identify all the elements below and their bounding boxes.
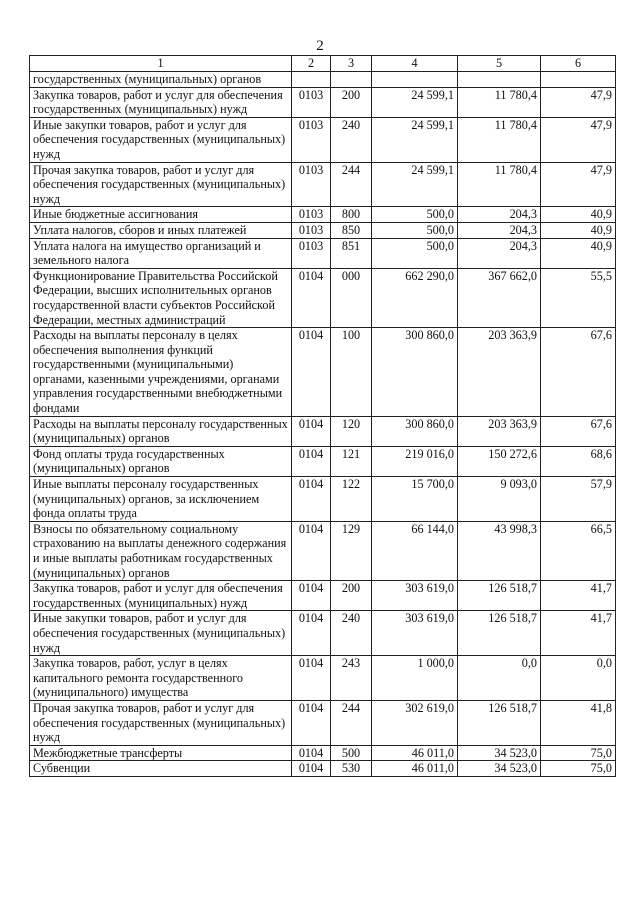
expense-name-cell: Иные закупки товаров, работ и услуг для обеспечения государственных (муниципальных) нужд [30, 117, 292, 162]
expense-name-cell: Прочая закупка товаров, работ и услуг для обеспечения государственных (муниципальных) нужд [30, 162, 292, 207]
plan-amount-cell: 24 599,1 [372, 117, 458, 162]
execution-percent-cell: 66,5 [541, 521, 616, 580]
expense-kind-cell: 244 [331, 700, 372, 745]
table-row [30, 162, 616, 207]
execution-percent-cell: 57,9 [541, 477, 616, 522]
table-row [30, 268, 616, 327]
table-row [30, 700, 616, 745]
expense-kind-cell: 240 [331, 117, 372, 162]
actual-amount-cell: 126 518,7 [458, 700, 541, 745]
expense-kind-cell: 000 [331, 268, 372, 327]
section-code-cell: 0104 [292, 268, 331, 327]
expense-name-cell: Фонд оплаты труда государственных (муниципальных) органов [30, 446, 292, 476]
table-row [30, 581, 616, 611]
section-code-cell: 0104 [292, 656, 331, 701]
expense-name-cell: Иные выплаты персоналу государственных (муниципальных) органов, за исключением фонда оплаты труда [30, 477, 292, 522]
expense-kind-cell: 243 [331, 656, 372, 701]
expense-kind-cell: 851 [331, 238, 372, 268]
table-row [30, 117, 616, 162]
table-body [30, 72, 616, 777]
expense-name-cell: Закупка товаров, работ и услуг для обеспечения государственных (муниципальных) нужд [30, 581, 292, 611]
section-code-cell: 0104 [292, 477, 331, 522]
table-row [30, 521, 616, 580]
expense-name-cell: Иные бюджетные ассигнования [30, 207, 292, 223]
header-row [30, 56, 616, 72]
execution-percent-cell: 41,7 [541, 581, 616, 611]
expense-kind-cell: 120 [331, 416, 372, 446]
plan-amount-cell: 303 619,0 [372, 581, 458, 611]
table-row [30, 477, 616, 522]
section-code-cell: 0103 [292, 207, 331, 223]
section-code-cell: 0104 [292, 581, 331, 611]
section-code-cell: 0103 [292, 87, 331, 117]
actual-amount-cell: 11 780,4 [458, 117, 541, 162]
actual-amount-cell: 126 518,7 [458, 611, 541, 656]
execution-percent-cell: 68,6 [541, 446, 616, 476]
expense-kind-cell: 800 [331, 207, 372, 223]
plan-amount-cell: 46 011,0 [372, 761, 458, 777]
table-row [30, 761, 616, 777]
actual-amount-cell: 34 523,0 [458, 761, 541, 777]
expense-name-cell: Функционирование Правительства Российской Федерации, высших исполнительных органов государственной власти субъектов Российской Федерации, местных администраций [30, 268, 292, 327]
actual-amount-cell: 34 523,0 [458, 745, 541, 761]
table-row [30, 238, 616, 268]
expense-name-cell: Расходы на выплаты персоналу в целях обеспечения выполнения функций государственными (муниципальными) органами, казенными учреждениями, органами управления государственными внебюджетными фондами [30, 328, 292, 417]
table-row [30, 656, 616, 701]
plan-amount-cell: 24 599,1 [372, 162, 458, 207]
actual-amount-cell: 9 093,0 [458, 477, 541, 522]
expense-name-cell: Взносы по обязательному социальному страхованию на выплаты денежного содержания и иные выплаты работникам государственных (муниципальных) органов [30, 521, 292, 580]
expense-kind-cell: 200 [331, 581, 372, 611]
section-code-cell: 0103 [292, 162, 331, 207]
actual-amount-cell: 367 662,0 [458, 268, 541, 327]
execution-percent-cell: 47,9 [541, 162, 616, 207]
column-header: 2 [292, 56, 331, 72]
table-row [30, 72, 616, 88]
plan-amount-cell: 500,0 [372, 238, 458, 268]
actual-amount-cell [458, 72, 541, 88]
expense-kind-cell: 200 [331, 87, 372, 117]
section-code-cell: 0104 [292, 446, 331, 476]
execution-percent-cell: 40,9 [541, 238, 616, 268]
expense-name-cell: Закупка товаров, работ и услуг для обеспечения государственных (муниципальных) нужд [30, 87, 292, 117]
plan-amount-cell: 219 016,0 [372, 446, 458, 476]
table-row [30, 611, 616, 656]
expense-name-cell: Уплата налогов, сборов и иных платежей [30, 222, 292, 238]
table-row [30, 446, 616, 476]
execution-percent-cell: 41,7 [541, 611, 616, 656]
table-row [30, 328, 616, 417]
expense-kind-cell: 240 [331, 611, 372, 656]
expense-name-cell: Закупка товаров, работ, услуг в целях капитального ремонта государственного (муниципального) имущества [30, 656, 292, 701]
section-code-cell: 0104 [292, 328, 331, 417]
plan-amount-cell: 1 000,0 [372, 656, 458, 701]
execution-percent-cell: 67,6 [541, 328, 616, 417]
expense-kind-cell: 850 [331, 222, 372, 238]
actual-amount-cell: 150 272,6 [458, 446, 541, 476]
execution-percent-cell: 75,0 [541, 761, 616, 777]
actual-amount-cell: 203 363,9 [458, 416, 541, 446]
section-code-cell: 0104 [292, 700, 331, 745]
plan-amount-cell: 300 860,0 [372, 416, 458, 446]
plan-amount-cell: 15 700,0 [372, 477, 458, 522]
execution-percent-cell: 0,0 [541, 656, 616, 701]
section-code-cell: 0104 [292, 745, 331, 761]
page-number: 2 [316, 38, 324, 54]
expense-name-cell: Субвенции [30, 761, 292, 777]
expense-kind-cell: 530 [331, 761, 372, 777]
execution-percent-cell: 55,5 [541, 268, 616, 327]
execution-percent-cell: 40,9 [541, 222, 616, 238]
section-code-cell: 0103 [292, 117, 331, 162]
execution-percent-cell: 75,0 [541, 745, 616, 761]
expense-kind-cell: 121 [331, 446, 372, 476]
plan-amount-cell [372, 72, 458, 88]
table-row [30, 416, 616, 446]
actual-amount-cell: 43 998,3 [458, 521, 541, 580]
section-code-cell: 0104 [292, 761, 331, 777]
execution-percent-cell: 47,9 [541, 87, 616, 117]
execution-percent-cell [541, 72, 616, 88]
column-header: 3 [331, 56, 372, 72]
section-code-cell [292, 72, 331, 88]
expense-kind-cell: 244 [331, 162, 372, 207]
plan-amount-cell: 662 290,0 [372, 268, 458, 327]
expense-name-cell: государственных (муниципальных) органов [30, 72, 292, 88]
table-row [30, 745, 616, 761]
section-code-cell: 0104 [292, 521, 331, 580]
execution-percent-cell: 41,8 [541, 700, 616, 745]
section-code-cell: 0103 [292, 222, 331, 238]
expense-name-cell: Прочая закупка товаров, работ и услуг для обеспечения государственных (муниципальных) нужд [30, 700, 292, 745]
execution-percent-cell: 67,6 [541, 416, 616, 446]
plan-amount-cell: 500,0 [372, 207, 458, 223]
actual-amount-cell: 203 363,9 [458, 328, 541, 417]
expense-name-cell: Межбюджетные трансферты [30, 745, 292, 761]
column-header: 4 [372, 56, 458, 72]
plan-amount-cell: 303 619,0 [372, 611, 458, 656]
actual-amount-cell: 204,3 [458, 222, 541, 238]
section-code-cell: 0104 [292, 611, 331, 656]
plan-amount-cell: 66 144,0 [372, 521, 458, 580]
actual-amount-cell: 11 780,4 [458, 162, 541, 207]
budget-table [29, 55, 616, 777]
actual-amount-cell: 126 518,7 [458, 581, 541, 611]
actual-amount-cell: 11 780,4 [458, 87, 541, 117]
table-row [30, 207, 616, 223]
expense-kind-cell [331, 72, 372, 88]
execution-percent-cell: 47,9 [541, 117, 616, 162]
plan-amount-cell: 24 599,1 [372, 87, 458, 117]
column-header: 6 [541, 56, 616, 72]
expense-kind-cell: 100 [331, 328, 372, 417]
section-code-cell: 0104 [292, 416, 331, 446]
plan-amount-cell: 46 011,0 [372, 745, 458, 761]
expense-name-cell: Иные закупки товаров, работ и услуг для обеспечения государственных (муниципальных) нужд [30, 611, 292, 656]
plan-amount-cell: 500,0 [372, 222, 458, 238]
expense-name-cell: Расходы на выплаты персоналу государственных (муниципальных) органов [30, 416, 292, 446]
section-code-cell: 0103 [292, 238, 331, 268]
actual-amount-cell: 204,3 [458, 207, 541, 223]
expense-kind-cell: 122 [331, 477, 372, 522]
execution-percent-cell: 40,9 [541, 207, 616, 223]
expense-kind-cell: 129 [331, 521, 372, 580]
actual-amount-cell: 0,0 [458, 656, 541, 701]
column-header: 5 [458, 56, 541, 72]
actual-amount-cell: 204,3 [458, 238, 541, 268]
table-row [30, 222, 616, 238]
expense-name-cell: Уплата налога на имущество организаций и земельного налога [30, 238, 292, 268]
column-header: 1 [30, 56, 292, 72]
plan-amount-cell: 300 860,0 [372, 328, 458, 417]
plan-amount-cell: 302 619,0 [372, 700, 458, 745]
table-row [30, 87, 616, 117]
expense-kind-cell: 500 [331, 745, 372, 761]
